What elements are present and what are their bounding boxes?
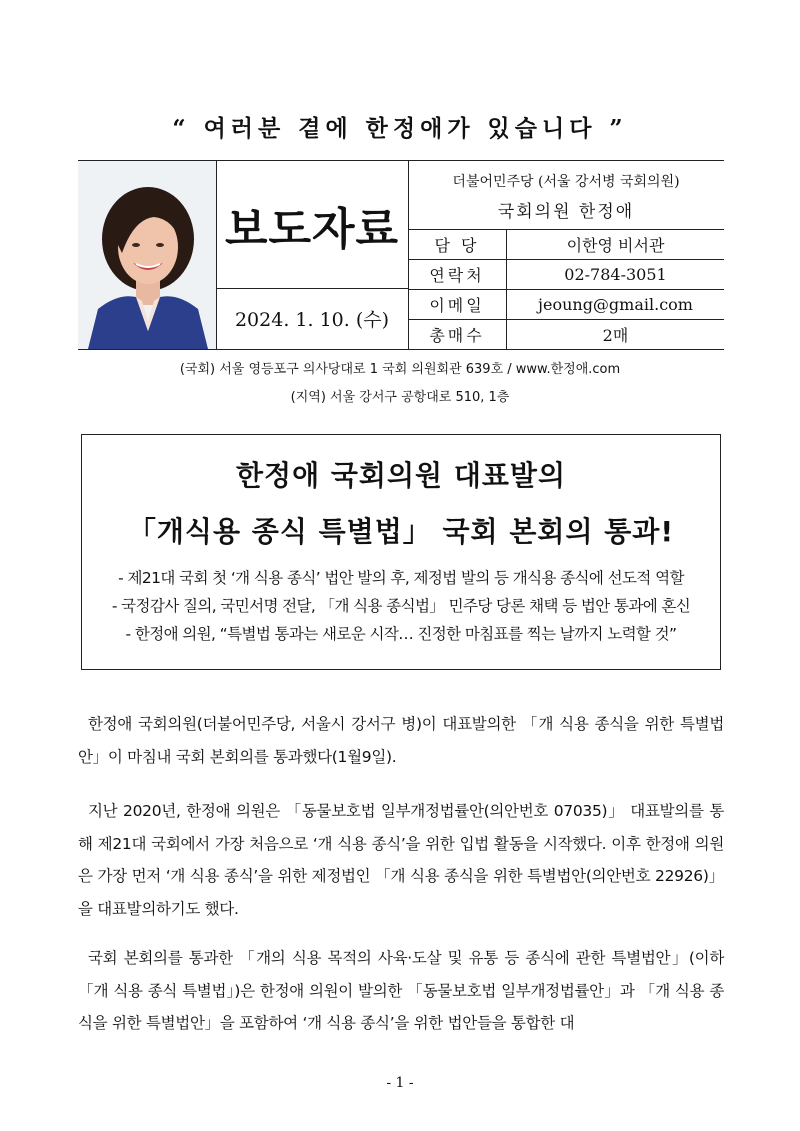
contact-row-phone xyxy=(408,259,724,290)
contact-value: 2매 xyxy=(602,325,629,345)
member-name: 국회의원 한정애 xyxy=(497,202,635,222)
lawmaker-affiliation xyxy=(408,161,724,230)
page-number: - 1 - xyxy=(386,1075,414,1091)
body-paragraph: 국회 본회의를 통과한 「개의 식용 목적의 사육·도살 및 유통 등 종식에 관한 특별법안」(이하 「개 식용 종식 특별법」)은 한정애 의원이 발의한 「동물보호법 일부개정법률안」과 「개 식용 종식을 위한 특별법안」을 포함하여 ‘개 식용 종식’을 위한 법안들을 통합한 대 xyxy=(78,949,724,1032)
contact-key: 총매수 xyxy=(429,325,485,345)
party-label: 더불어민주당 (서울 강서병 국회의원) xyxy=(452,174,680,190)
contact-value: jeoung@gmail.com xyxy=(538,294,693,314)
body-paragraph: 한정애 국회의원(더불어민주당, 서울시 강서구 병)이 대표발의한 「개 식용 종식을 위한 특별법안」이 마침내 국회 본회의를 통과했다(1월9일). xyxy=(78,715,724,766)
contact-key: 이메일 xyxy=(429,295,485,315)
press-header-table xyxy=(78,160,724,350)
assembly-address: (국회) 서울 영등포구 의사당대로 1 국회 의원회관 639호 / www.한정애.com xyxy=(179,362,621,377)
release-date: 2024. 1. 10. (수) xyxy=(216,288,409,349)
lawmaker-photo xyxy=(78,161,217,349)
headline-subpoint: - 국정감사 질의, 국민서명 전달, 「개 식용 종식법」 민주당 당론 채택 등 법안 통과에 혼신 xyxy=(111,597,691,615)
headline-title-line2: 「개식용 종식 특별법」 국회 본회의 통과! xyxy=(127,515,675,548)
slogan: “ 여러분 곁에 한정애가 있습니다 ” xyxy=(172,115,628,142)
contact-row-pages xyxy=(408,319,724,349)
contact-key: 연락처 xyxy=(429,265,485,285)
headline-subpoints xyxy=(82,564,720,648)
press-release-title: 보도자료 xyxy=(216,161,409,289)
contact-value: 이한영 비서관 xyxy=(566,235,665,255)
contact-row-email xyxy=(408,289,724,320)
headline-subpoint: - 제21대 국회 첫 ‘개 식용 종식’ 법안 발의 후, 제정법 발의 등 개식용 종식에 선도적 역할 xyxy=(118,569,684,587)
contact-key: 담 당 xyxy=(434,235,480,255)
contact-value: 02-784-3051 xyxy=(564,264,667,284)
portrait-image xyxy=(78,161,216,349)
headline-box xyxy=(81,434,721,670)
headline-subpoint: - 한정애 의원, “특별법 통과는 새로운 시작… 진정한 마침표를 찍는 날까지 노력할 것” xyxy=(125,625,677,643)
contact-row-manager xyxy=(408,229,724,260)
headline-title-line1: 한정애 국회의원 대표발의 xyxy=(235,459,567,492)
body-paragraph: 지난 2020년, 한정애 의원은 「동물보호법 일부개정법률안(의안번호 07035)」 대표발의를 통해 제21대 국회에서 가장 처음으로 ‘개 식용 종식’을 위한 입법 활동을 시작했다. 이후 한정애 의원은 가장 먼저 ‘개 식용 종식’을 위한 제정법인 「개 식용 종식을 위한 특별법안(의안번호 22926)」을 대표발의하기도 했다. xyxy=(78,802,724,918)
local-address: (지역) 서울 강서구 공항대로 510, 1층 xyxy=(290,390,510,405)
